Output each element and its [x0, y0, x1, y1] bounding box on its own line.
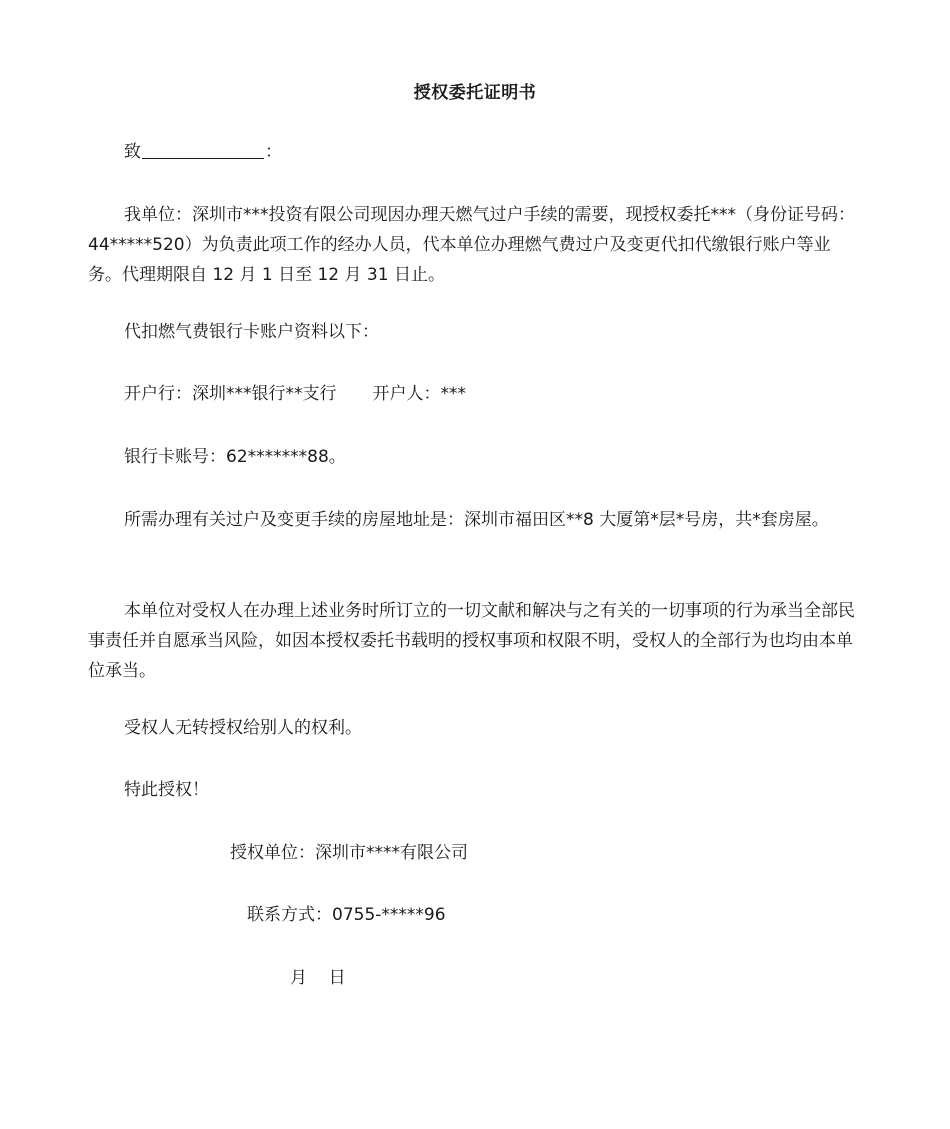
authorization-paragraph: 我单位：深圳市***投资有限公司现因办理天燃气过户手续的需要，现授权委托***（身份证号码：44*****520）为负责此项工作的经办人员，代本单位办理燃气费过户及变更代扣代缴银行账户等业务。代理期限自 12 月 1 日至 12 月 31 日止。	[88, 205, 855, 285]
recipient-line	[124, 142, 282, 162]
property-address: 所需办理有关过户及变更手续的房屋地址是：深圳市福田区**8 大厦第*层*号房，共*套房屋。	[124, 510, 829, 530]
recipient-prefix: 致	[124, 142, 141, 162]
responsibility-paragraph: 本单位对受权人在办理上述业务时所订立的一切文献和解决与之有关的一切事项的行为承当全部民事责任并自愿承当风险，如因本授权委托书载明的授权事项和权限不明，受权人的全部行为也均由本单位承当。	[88, 601, 855, 681]
recipient-suffix: ：	[265, 142, 282, 162]
signing-date: 月 日	[290, 968, 346, 988]
recipient-blank	[142, 142, 264, 159]
document-title: 授权委托证明书	[413, 83, 537, 103]
contact-info: 联系方式：0755-*****96	[247, 905, 446, 925]
account-holder: 开户人：***	[372, 384, 466, 404]
bank-info-intro: 代扣燃气费银行卡账户资料以下：	[124, 322, 379, 342]
bank-account-line	[124, 384, 466, 404]
closing-statement: 特此授权！	[124, 780, 209, 800]
no-transfer-clause: 受权人无转授权给别人的权利。	[124, 718, 362, 738]
signing-unit: 授权单位：深圳市****有限公司	[230, 843, 468, 863]
bank-name: 开户行：深圳***银行**支行	[124, 384, 337, 404]
card-number: 银行卡账号：62*******88。	[124, 447, 346, 467]
